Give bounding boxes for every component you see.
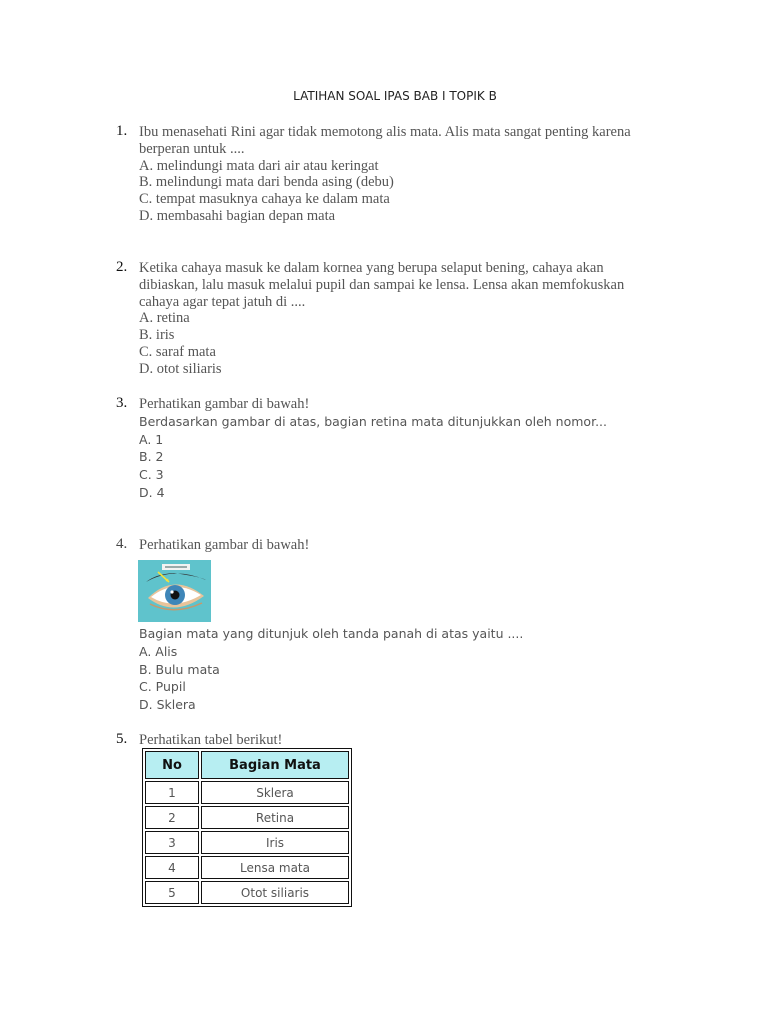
option-d: D. membasahi bagian depan mata [139,207,336,224]
eye-parts-table [142,748,352,907]
column-header-bagian-mata: Bagian Mata [201,751,349,779]
table-cell-part: Otot siliaris [201,881,349,904]
table-cell-no: 5 [145,881,199,904]
question-number: 5. [116,731,128,747]
question-text: dibiaskan, lalu masuk melalui pupil dan sampai ke lensa. Lensa akan memfokuskan [139,276,625,293]
option-c: C. saraf mata [139,343,216,360]
question-number: 3. [116,395,128,411]
table-cell-no: 4 [145,856,199,879]
table-cell-part: Lensa mata [201,856,349,879]
table-row [145,781,349,804]
option-b: B. iris [139,327,175,344]
table-row [145,806,349,829]
question-text: Ketika cahaya masuk ke dalam kornea yang berupa selaput bening, cahaya akan [139,260,604,276]
table-header-row [145,751,349,779]
question-text: berperan untuk .... [139,140,245,157]
question-text: Ibu menasehati Rini agar tidak memotong alis mata. Alis mata sangat penting karena [139,124,631,140]
table-row [145,831,349,854]
question-text: Perhatikan tabel berikut! [139,732,283,748]
question-number: 4. [116,536,128,552]
question-number: 1. [116,123,128,139]
column-header-no: No [145,751,199,779]
table-cell-part: Sklera [201,781,349,804]
option-c: C. Pupil [139,679,186,695]
table-cell-no: 1 [145,781,199,804]
option-d: D. Sklera [139,697,196,713]
question-text: cahaya agar tepat jatuh di .... [139,293,306,310]
question-text: Perhatikan gambar di bawah! [139,537,310,553]
question-number: 2. [116,259,128,275]
option-c: C. tempat masuknya cahaya ke dalam mata [139,191,390,208]
table-cell-part: Iris [201,831,349,854]
option-a: A. retina [139,310,190,327]
option-a: A. Alis [139,643,178,659]
table-row [145,881,349,904]
option-a: A. melindungi mata dari air atau keringat [139,157,379,174]
question-text: Berdasarkan gambar di atas, bagian retina mata ditunjukkan oleh nomor... [139,413,607,429]
eye-illustration-icon [138,560,211,622]
option-b: B. 2 [139,449,164,465]
page-title: LATIHAN SOAL IPAS BAB I TOPIK B [293,89,497,103]
table-cell-no: 2 [145,806,199,829]
option-c: C. 3 [139,467,164,483]
table-cell-part: Retina [201,806,349,829]
question-text: Bagian mata yang ditunjuk oleh tanda panah di atas yaitu .... [139,626,524,641]
option-a: A. 1 [139,431,164,447]
option-d: D. 4 [139,484,165,500]
question-text: Perhatikan gambar di bawah! [139,396,310,412]
option-b: B. melindungi mata dari benda asing (debu) [139,174,394,191]
table-row [145,856,349,879]
table-cell-no: 3 [145,831,199,854]
option-d: D. otot siliaris [139,360,222,377]
option-b: B. Bulu mata [139,661,220,677]
